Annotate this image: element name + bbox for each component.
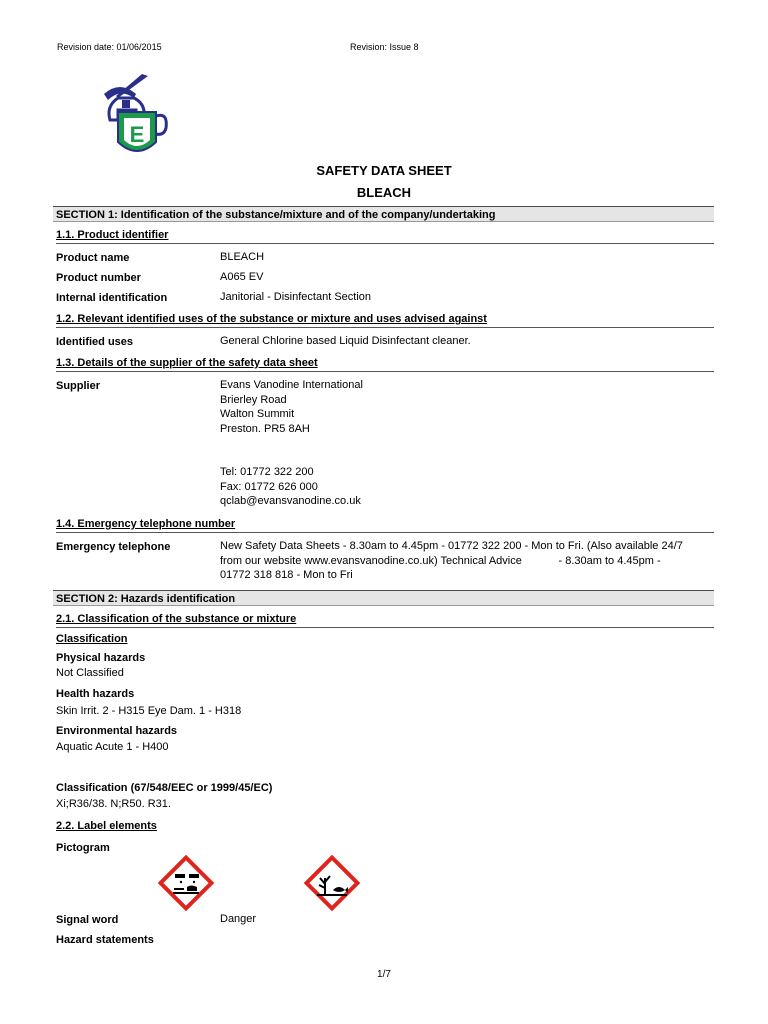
address-line: Brierley Road <box>220 393 287 406</box>
eec-classification-label: Classification (67/548/EEC or 1999/45/EC) <box>56 782 273 794</box>
identified-uses-value: General Chlorine based Liquid Disinfectant cleaner. <box>220 335 471 347</box>
pictogram-label: Pictogram <box>56 842 110 854</box>
emergency-line: New Safety Data Sheets - 8.30am to 4.45pm - 01772 322 200 - Mon to Fri. (Also available 24/7 <box>220 540 683 552</box>
document-title: SAFETY DATA SHEET <box>316 163 452 178</box>
subsection-2-2-heading: 2.2. Label elements <box>56 820 157 832</box>
physical-hazards-value: Not Classified <box>56 667 124 679</box>
emergency-line: 01772 318 818 - Mon to Fri <box>220 569 353 581</box>
company-logo <box>98 72 176 166</box>
product-number-label: Product number <box>56 272 141 284</box>
page-number: 1/7 <box>377 969 391 980</box>
health-hazards-label: Health hazards <box>56 688 135 700</box>
environmental-hazards-label: Environmental hazards <box>56 725 178 737</box>
revision-date: Revision date: 01/06/2015 <box>57 42 162 52</box>
subsection-1-1-heading: 1.1. Product identifier <box>56 229 714 244</box>
product-title: BLEACH <box>356 185 412 200</box>
emergency-telephone-value <box>220 539 720 583</box>
address-line: Evans Vanodine International <box>220 379 363 391</box>
hazard-statements-label: Hazard statements <box>56 934 154 946</box>
product-name-label: Product name <box>56 252 130 264</box>
section-2-heading: SECTION 2: Hazards identification <box>53 590 714 606</box>
identified-uses-label: Identified uses <box>56 336 134 348</box>
emergency-line: from our website www.evansvanodine.co.uk) Technical Advice - 8.30am to 4.45pm - <box>220 554 661 567</box>
fax: Fax: 01772 626 000 <box>220 480 318 493</box>
revision-issue: Revision: Issue 8 <box>350 42 419 52</box>
subsection-2-1-heading: 2.1. Classification of the substance or mixture <box>56 613 714 628</box>
supplier-contact <box>220 465 361 509</box>
emergency-telephone-label: Emergency telephone <box>56 541 171 553</box>
email-link[interactable]: qclab@evansvanodine.co.uk <box>220 495 361 507</box>
address-line: Preston. PR5 8AH <box>220 422 310 435</box>
classification-heading: Classification <box>56 633 128 645</box>
supplier-label: Supplier <box>56 380 101 392</box>
product-number-value: A065 EV <box>220 271 264 283</box>
health-hazards-value: Skin Irrit. 2 - H315 Eye Dam. 1 - H318 <box>56 705 242 717</box>
supplier-address <box>220 378 363 436</box>
signal-word-value: Danger <box>220 913 257 925</box>
signal-word-label: Signal word <box>56 914 119 926</box>
product-name-value: BLEACH <box>220 251 265 263</box>
environment-pictogram-icon <box>303 854 361 912</box>
address-line: Walton Summit <box>220 408 295 420</box>
eec-classification-value: Xi;R36/38. N;R50. R31. <box>56 798 171 810</box>
telephone: Tel: 01772 322 200 <box>220 466 314 478</box>
subsection-1-2-heading: 1.2. Relevant identified uses of the substance or mixture and uses advised against <box>56 313 714 328</box>
physical-hazards-label: Physical hazards <box>56 652 146 664</box>
subsection-1-4-heading: 1.4. Emergency telephone number <box>56 518 714 533</box>
environmental-hazards-value: Aquatic Acute 1 - H400 <box>56 741 169 753</box>
section-1-heading: SECTION 1: Identification of the substance/mixture and of the company/undertaking <box>53 206 714 222</box>
corrosion-pictogram-icon <box>157 854 215 912</box>
internal-identification-value: Janitorial - Disinfectant Section <box>220 291 372 303</box>
logo-letter: E <box>129 122 145 147</box>
subsection-1-3-heading: 1.3. Details of the supplier of the safety data sheet <box>56 357 714 372</box>
internal-identification-label: Internal identification <box>56 292 168 304</box>
